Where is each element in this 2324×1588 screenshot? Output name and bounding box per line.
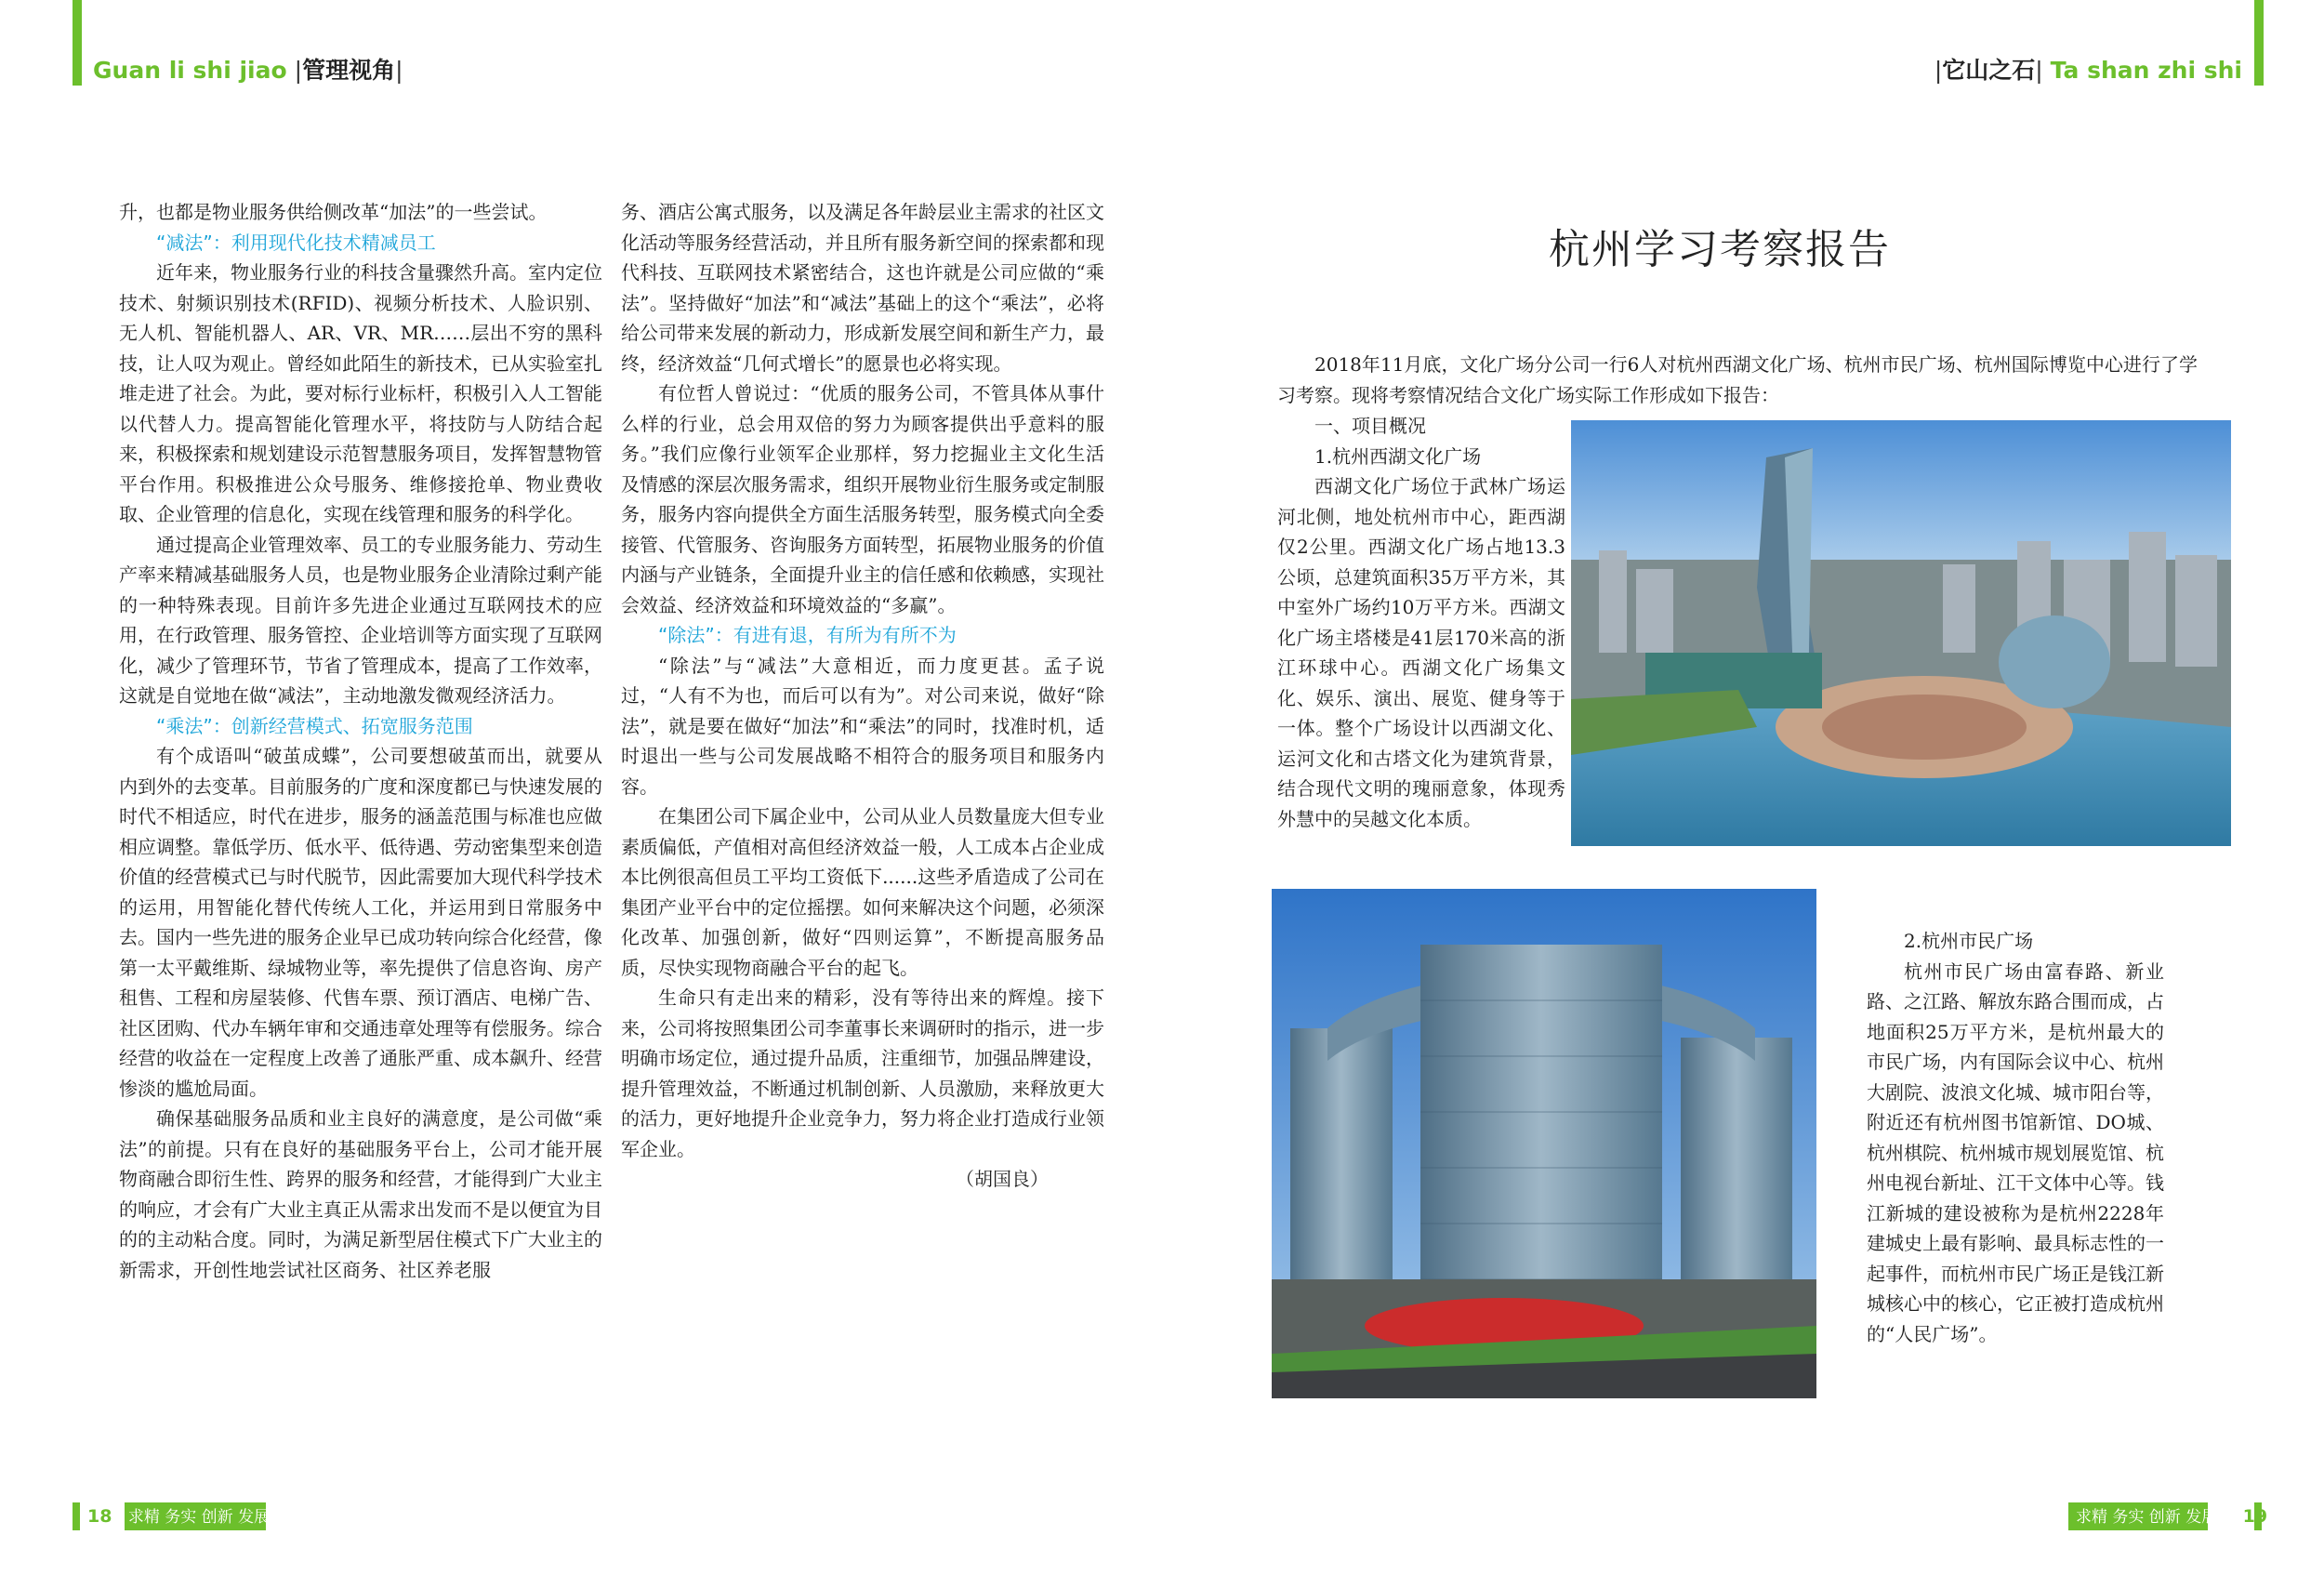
paragraph: 近年来，物业服务行业的科技含量骤然升高。室内定位技术、射频识别技术(RFID)、视频分析技术、人脸识别、无人机、智能机器人、AR、VR、MR……层出不穷的黑科技，让人叹为观止。曾经如此陌生的新技术，已从实验室扎堆走进了社会。为此，要对标行业标杆，积极引入人工智能以代替人力。提高智能化管理水平，将技防与人防结合起来，积极探索和规划建设示范智慧服务项目，发挥智慧物管平台作用。积极推进公众号服务、维修接抢单、物业费收取、企业管理的信息化，实现在线管理和服务的科学化。: [119, 261, 602, 525]
paragraph: 确保基础服务品质和业主良好的满意度，是公司做“乘法”的前提。只有在良好的基础服务平台上，公司才能开展物商融合即衍生性、跨界的服务和经营，才能得到广大业主的响应，才会有广大业主真正从需求出发而不是以便宜为目的的主动粘合度。同时，为满足新型居住模式下广大业主的新需求，开创性地尝试社区商务、社区养老服: [119, 1107, 602, 1281]
header-left: Guan li shi jiao |管理视角|: [93, 57, 403, 84]
project-overview: [1277, 411, 1565, 834]
page-number-left: 18: [87, 1506, 112, 1527]
paragraph: 生命只有走出来的精彩，没有等待出来的辉煌。接下来，公司将按照集团公司李董事长来调研时的指示，进一步明确市场定位，通过提升品质，注重细节，加强品牌建设，提升管理效益，不断通过机制创新、人员激励，来释放更大的活力，更好地提升企业竞争力，努力将企业打造成行业领军企业。: [621, 986, 1104, 1160]
header-right-pinyin: Ta shan zhi shi: [2050, 57, 2242, 84]
item2-title: 2.杭州市民广场: [1904, 930, 2034, 952]
footer-right-motto: 求精 务实 创新 发展: [2076, 1508, 2218, 1527]
page-number-right: 19: [2242, 1506, 2268, 1527]
footer-left-motto: 求精 务实 创新 发展: [127, 1508, 271, 1527]
paragraph: “除法”与“减法”大意相近，而力度更甚。孟子说过，“人有不为也，而后可以有为”。对公司来说，做好“除法”，就是要在做好“加法”和“乘法”的同时，找准时机，适时退出一些与公司发展战略不相符合的服务项目和服务内容。: [621, 654, 1104, 798]
header-right: |它山之石| Ta shan zhi shi: [1934, 57, 2242, 84]
paragraph: 通过提高企业管理效率、员工的专业服务能力、劳动生产率来精减基础服务人员，也是物业服务企业清除过剩产能的一种特殊表现。目前许多先进企业通过互联网技术的应用，在行政管理、服务管控、企业培训等方面实现了互联网化，减少了管理环节，节省了管理成本，提高了工作效率，这就是自觉地在做“减法”，主动地激发微观经济活力。: [119, 533, 602, 707]
citizen-square-photo: [1272, 889, 1816, 1398]
paragraph: 升，也都是物业服务供给侧改革“加法”的一些尝试。: [119, 201, 548, 223]
paragraph: 有个成语叫“破茧成蝶”，公司要想破茧而出，就要从内到外的去变革。目前服务的广度和深度都已与快速发展的时代不相适应，时代在进步，服务的涵盖范围与标准也应做相应调整。靠低学历、低水平、低待遇、劳动密集型来创造价值的经营模式已与时代脱节，因此需要加大现代科学技术的运用，用智能化替代传统人工化，并运用到日常服务中去。国内一些先进的服务企业早已成功转向综合化经营，像第一太平戴维斯、绿城物业等，率先提供了信息咨询、房产租售、工程和房屋装修、代售车票、预订酒店、电梯广告、社区团购、代办车辆年审和交通违章处理等有偿服务。综合经营的收益在一定程度上改善了通胀严重、成本飙升、经营惨淡的尴尬局面。: [119, 745, 602, 1100]
intro-paragraph: [1277, 350, 2198, 410]
header-right-section: 它山之石: [1942, 57, 2036, 84]
footer-left: [87, 1501, 270, 1533]
paragraph: 有位哲人曾说过：“优质的服务公司，不管具体从事什么样的行业，总会用双倍的努力为顾客提供出乎意料的服务。”我们应像行业领军企业那样，努力挖掘业主文化生活及情感的深层次服务需求，组织开展物业衍生服务或定制服务，服务内容向提供全方面生活服务转型，服务模式向全委接管、代管服务、咨询服务方面转型，拓展物业服务的价值内涵与产业链条，全面提升业主的信任感和依赖感，实现社会效益、经济效益和环境效益的“多赢”。: [621, 382, 1104, 616]
header-left-pinyin: Guan li shi jiao: [93, 57, 287, 84]
paragraph: 务、酒店公寓式服务，以及满足各年龄层业主需求的社区文化活动等服务经营活动，并且所有服务新空间的探索都和现代科技、互联网技术紧密结合，这也许就是公司应做的“乘法”。坚持做好“加法”和“减法”基础上的这个“乘法”，必将给公司带来发展的新动力，形成新发展空间和新生产力，最终，经济效益“几何式增长”的愿景也必将实现。: [621, 201, 1104, 375]
intro-text: 2018年11月底，文化广场分公司一行6人对杭州西湖文化广场、杭州市民广场、杭州国际博览中心进行了学习考察。现将考察情况结合文化广场实际工作形成如下报告：: [1277, 353, 2198, 406]
subheading: “减法”：利用现代化技术精减员工: [156, 231, 436, 254]
westlake-square-photo: [1571, 420, 2231, 846]
header-left-section: 管理视角: [302, 57, 396, 84]
left-page-column-1: [119, 197, 602, 1285]
subheading: “乘法”：创新经营模式、拓宽服务范围: [156, 714, 473, 737]
footer-left-bar: [73, 1502, 80, 1530]
item2-body: 杭州市民广场由富春路、新业路、之江路、解放东路合围而成，占地面积25万平方米，是杭州最大的市民广场，内有国际会议中心、杭州大剧院、波浪文化城、城市阳台等，附近还有杭州图书馆新馆、DO城、杭州棋院、杭州城市规划展览馆、杭州电视台新址、江干文体中心等。钱江新城的建设被称为是杭州2228年建城史上最有影响、最具标志性的一起事件，而杭州市民广场正是钱江新城核心中的核心，它正被打造成杭州的“人民广场”。: [1867, 959, 2164, 1345]
item1-title: 1.杭州西湖文化广场: [1314, 444, 1482, 468]
subheading: “除法”：有进有退，有所为有所不为: [658, 624, 957, 646]
citizen-square-text: [1867, 926, 2164, 1349]
left-page-column-2: [621, 197, 1104, 1195]
item1-body: 西湖文化广场位于武林广场运河北侧，地处杭州市中心，距西湖仅2公里。西湖文化广场占地13.3公顷，总建筑面积35万平方米，其中室外广场约10万平方米。西湖文化广场主塔楼是41层170米高的浙江环球中心。西湖文化广场集文化、娱乐、演出、展览、健身等于一体。整个广场设计以西湖文化、运河文化和古塔文化为建筑背景，结合现代文明的瑰丽意象，体现秀外慧中的吴越文化本质。: [1277, 475, 1565, 830]
author-signature: （胡国良）: [956, 1168, 1049, 1190]
footer-right: [2076, 1501, 2267, 1533]
header-left-bar: [73, 0, 82, 86]
header-right-bar: [2254, 0, 2264, 86]
paragraph: 在集团公司下属企业中，公司从业人员数量庞大但专业素质偏低，产值相对高但经济效益一般，人工成本占企业成本比例很高但员工平均工资低下......这些矛盾造成了公司在集团产业平台中的定位摇摆。如何来解决这个问题，必须深化改革、加强创新，做好“四则运算”，不断提高服务品质，尽快实现物商融合平台的起飞。: [621, 805, 1104, 979]
section-heading: 一、项目概况: [1314, 415, 1426, 437]
article-title: 杭州学习考察报告: [1549, 226, 1891, 273]
